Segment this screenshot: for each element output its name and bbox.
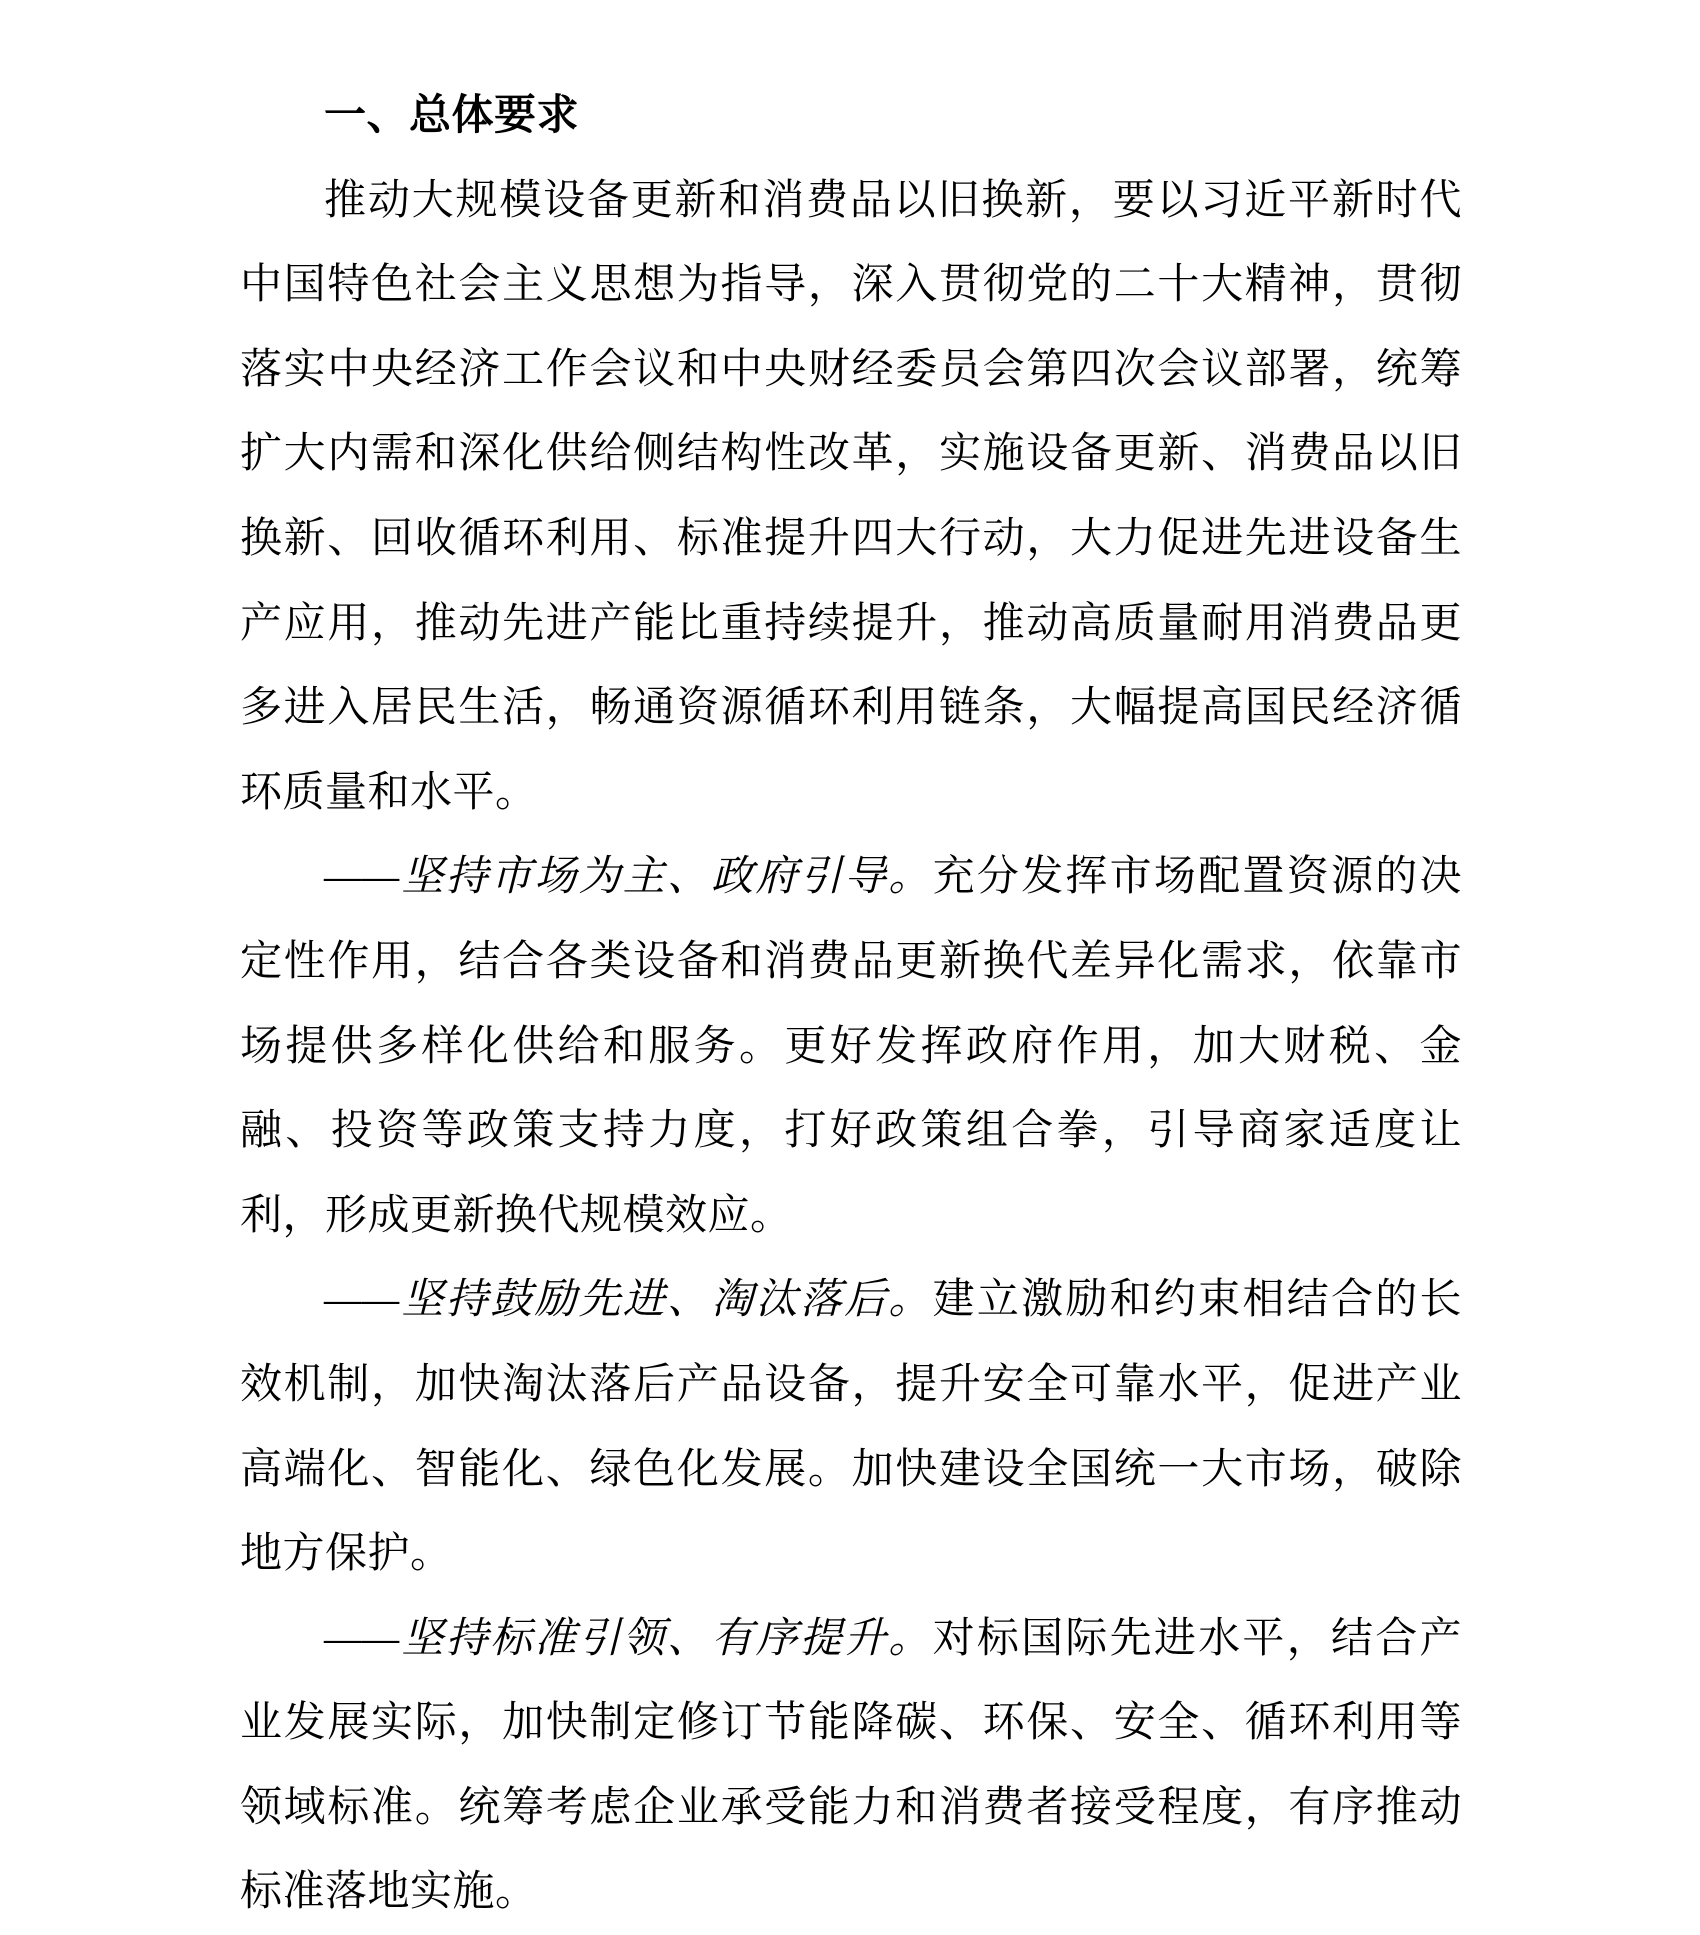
- paragraph-text: 建立激励和约束相结合的长效机制，加快淘汰落后产品设备，提升安全可靠水平，促进产业高端化、智能化、绿色化发展。加快建设全国统一大市场，破除地方保护。: [240, 1277, 1462, 1578]
- paragraph: [240, 159, 1462, 836]
- paragraph-text: 对标国际先进水平，结合产业发展实际，加快制定修订节能降碳、环保、安全、循环利用等领域标准。统筹考虑企业承受能力和消费者接受程度，有序推动标准落地实施。: [240, 1615, 1462, 1916]
- paragraph-lead: ——坚持标准引领、有序提升。: [324, 1615, 933, 1662]
- section-heading: 一、总体要求: [324, 93, 580, 139]
- paragraph-text: 推动大规模设备更新和消费品以旧换新，要以习近平新时代中国特色社会主义思想为指导，深入贯彻党的二十大精神，贯彻落实中央经济工作会议和中央财经委员会第四次会议部署，统筹扩大内需和深化供给侧结构性改革，实施设备更新、消费品以旧换新、回收循环利用、标准提升四大行动，大力促进先进设备生产应用，推动先进产能比重持续提升，推动高质量耐用消费品更多进入居民生活，畅通资源循环利用链条，大幅提高国民经济循环质量和水平。: [240, 177, 1462, 816]
- paragraph-lead: ——坚持市场为主、政府引导。: [324, 854, 933, 901]
- paragraph: [240, 835, 1462, 1258]
- paragraph-text: 充分发挥市场配置资源的决定性作用，结合各类设备和消费品更新换代差异化需求，依靠市场提供多样化供给和服务。更好发挥政府作用，加大财税、金融、投资等政策支持力度，打好政策组合拳，引导商家适度让利，形成更新换代规模效应。: [240, 854, 1462, 1239]
- paragraph: [240, 1258, 1462, 1596]
- paragraph-lead: ——坚持鼓励先进、淘汰落后。: [324, 1277, 933, 1324]
- paragraph: [240, 1597, 1462, 1935]
